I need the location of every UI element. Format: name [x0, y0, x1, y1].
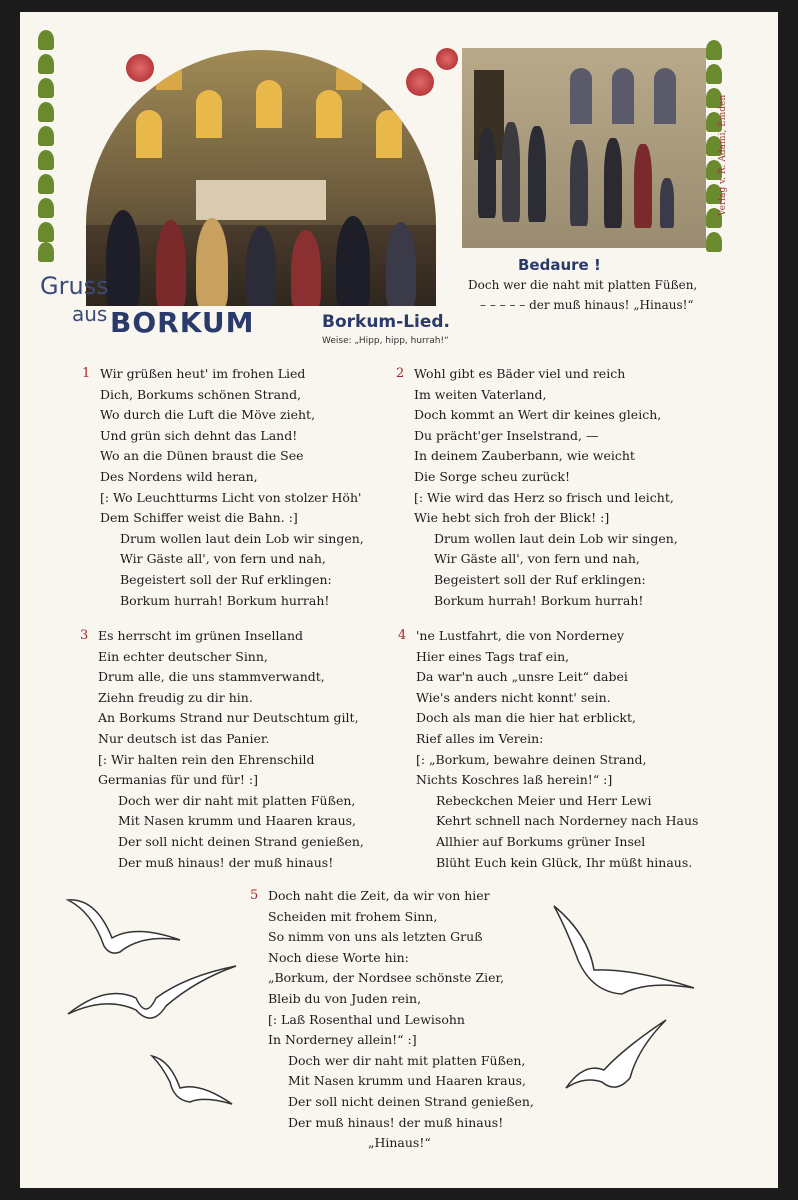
left-laurel-vine — [38, 30, 54, 260]
verse-line: Bleib du von Juden rein, — [268, 990, 422, 1006]
verse-line: [: Laß Rosenthal und Lewisohn — [268, 1011, 465, 1027]
verse-line: Begeistert soll der Ruf erklingen: — [120, 571, 332, 587]
verse-number: 4 — [398, 628, 407, 643]
verse-line: Da war'n auch „unsre Leit“ dabei — [416, 669, 628, 685]
verse-line: Begeistert soll der Ruf erklingen: — [434, 571, 646, 587]
verse-line: Mit Nasen krumm und Haaren kraus, — [118, 813, 357, 829]
verse-line: Ein echter deutscher Sinn, — [98, 648, 268, 664]
caption-line-1: Doch wer die naht mit platten Füßen, — [468, 278, 698, 292]
verse-line: Drum wollen laut dein Lob wir singen, — [120, 530, 364, 546]
verse-3 — [80, 626, 364, 873]
verse-line: Blüht Euch kein Glück, Ihr müßt hinaus. — [436, 854, 693, 870]
verse-line: Wie's anders nicht konnt' sein. — [416, 689, 611, 705]
street-scene — [462, 48, 706, 248]
verse-line: Im weiten Vaterland, — [414, 386, 547, 402]
verse-line: Scheiden mit frohem Sinn, — [268, 908, 438, 924]
header-illustration — [66, 30, 706, 306]
song-melody: Weise: „Hipp, hipp, hurrah!“ — [322, 336, 449, 346]
caption-title: Bedaure ! — [518, 256, 601, 274]
verse-line: Doch wer dir naht mit platten Füßen, — [288, 1052, 526, 1068]
verse-line: Drum alle, die uns stammverwandt, — [98, 669, 325, 685]
verse-line: Der soll nicht deinen Strand genießen, — [118, 833, 364, 849]
verse-line: Kehrt schnell nach Norderney nach Haus — [436, 813, 699, 829]
verse-line: Die Sorge scheu zurück! — [414, 468, 570, 484]
greeting-aus: aus — [72, 302, 108, 326]
seagull-icon — [66, 962, 238, 1028]
verse-line: An Borkums Strand nur Deutschtum gilt, — [98, 710, 359, 726]
verse-line: Nur deutsch ist das Panier. — [98, 730, 270, 746]
verse-number: 2 — [396, 366, 405, 381]
verse-5 — [250, 886, 534, 1154]
seagull-icon — [564, 1018, 668, 1094]
verse-line: Ziehn freudig zu dir hin. — [98, 689, 253, 705]
verse-1 — [82, 364, 364, 611]
verse-line: [: „Borkum, bewahre deinen Strand, — [416, 751, 647, 767]
verse-line: Doch kommt an Wert dir keines gleich, — [414, 407, 662, 423]
verse-4 — [398, 626, 699, 873]
verse-line: Wir Gäste all', von fern und nah, — [434, 551, 640, 567]
verse-line: Hier eines Tags traf ein, — [416, 648, 570, 664]
verse-line: Der soll nicht deinen Strand genießen, — [288, 1093, 534, 1109]
verse-line: Noch diese Worte hin: — [268, 949, 409, 965]
verse-line: Doch wer dir naht mit platten Füßen, — [118, 792, 356, 808]
verse-line: Doch als man die hier hat erblickt, — [416, 710, 636, 726]
verse-line: Wir grüßen heut' im frohen Lied — [100, 366, 306, 381]
verse-line: [: Wo Leuchtturms Licht von stolzer Höh' — [100, 489, 362, 505]
publisher-imprint: Verlag v. R. Adami, Emden — [718, 94, 728, 216]
song-title: Borkum-Lied. — [322, 312, 451, 332]
verse-line: Der muß hinaus! der muß hinaus! — [118, 854, 334, 870]
verse-line: Dem Schiffer weist die Bahn. :] — [100, 510, 298, 526]
verse-line: Dich, Borkums schönen Strand, — [100, 386, 302, 402]
verse-line: Rief alles im Verein: — [416, 730, 544, 746]
verse-line: [: Wir halten rein den Ehrenschild — [98, 751, 315, 767]
seagull-icon — [552, 904, 696, 996]
caption-line-2: – – – – – der muß hinaus! „Hinaus!“ — [480, 298, 694, 312]
verse-line: Wo an die Dünen braust die See — [100, 448, 304, 464]
verse-line: Der muß hinaus! der muß hinaus! — [288, 1114, 504, 1130]
verse-line: „Borkum, der Nordsee schönste Zier, — [268, 970, 505, 986]
verse-2 — [396, 364, 678, 611]
greeting-gruss: Gruss — [40, 272, 109, 300]
verse-line: Borkum hurrah! Borkum hurrah! — [120, 592, 330, 608]
verse-line: Mit Nasen krumm und Haaren kraus, — [288, 1073, 527, 1089]
verse-line: In deinem Zauberbann, wie weicht — [414, 448, 635, 464]
verse-line: Wo durch die Luft die Möve zieht, — [100, 407, 316, 423]
verse-line: Wir Gäste all', von fern und nah, — [120, 551, 326, 567]
verse-line: So nimm von uns als letzten Gruß — [268, 929, 483, 945]
verse-line: Du prächt'ger Inselstrand, — — [414, 427, 599, 443]
verse-line: Wie hebt sich froh der Blick! :] — [414, 510, 610, 526]
verse-line: Rebeckchen Meier und Herr Lewi — [436, 792, 652, 808]
rose-flower-icon — [406, 68, 434, 96]
verse-line: Und grün sich dehnt das Land! — [100, 427, 298, 443]
verse-number: 1 — [82, 366, 91, 381]
verse-line: Borkum hurrah! Borkum hurrah! — [434, 592, 644, 608]
verse-line: „Hinaus!“ — [368, 1135, 431, 1151]
verse-line: Wohl gibt es Bäder viel und reich — [414, 366, 626, 381]
seagull-icon — [66, 894, 182, 964]
verse-line: In Norderney allein!“ :] — [268, 1032, 417, 1048]
rose-flower-icon — [436, 48, 458, 70]
verse-line: Drum wollen laut dein Lob wir singen, — [434, 530, 678, 546]
rose-flower-icon — [126, 54, 154, 82]
verse-line: Des Nordens wild heran, — [100, 468, 258, 484]
verse-line: Nichts Koschres laß herein!“ :] — [416, 772, 613, 788]
verse-line: 'ne Lustfahrt, die von Norderney — [416, 628, 625, 643]
verse-line: [: Wie wird das Herz so frisch und leicht, — [414, 489, 674, 505]
verse-line: Germanias für und für! :] — [98, 772, 258, 788]
ballroom-scene — [86, 50, 436, 306]
verse-line: Doch naht die Zeit, da wir von hier — [268, 888, 490, 903]
verse-line: Allhier auf Borkums grüner Insel — [436, 833, 646, 849]
verse-number: 3 — [80, 628, 89, 643]
verse-line: Es herrscht im grünen Inselland — [98, 628, 303, 643]
greeting-place: BORKUM — [110, 306, 255, 339]
seagull-icon — [150, 1052, 234, 1108]
verse-number: 5 — [250, 888, 259, 903]
